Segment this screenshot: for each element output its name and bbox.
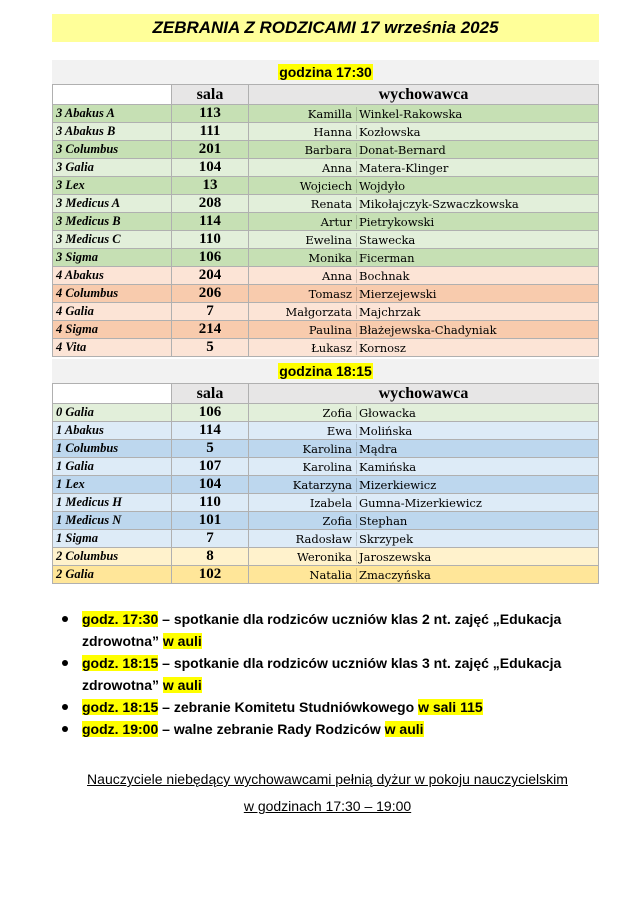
class-cell: 2 Columbus — [53, 548, 172, 566]
class-cell: 3 Medicus B — [53, 213, 172, 231]
class-cell: 3 Columbus — [53, 141, 172, 159]
table-row — [53, 404, 599, 422]
room-cell: 8 — [172, 548, 249, 566]
teacher-cell — [249, 177, 599, 195]
class-cell: 4 Sigma — [53, 321, 172, 339]
room-cell: 104 — [172, 476, 249, 494]
footer-line-1: Nauczyciele niebędący wychowawcami pełnią dyżur w pokoju nauczycielskim — [87, 771, 568, 787]
note-time: godz. 19:00 — [82, 721, 159, 737]
teacher-first-name: Małgorzata — [285, 304, 352, 319]
teacher-first-name: Anna — [322, 268, 352, 283]
room-cell: 7 — [172, 530, 249, 548]
note-place: w sali 115 — [418, 699, 483, 715]
note-item — [62, 696, 602, 718]
teacher-cell — [249, 303, 599, 321]
note-place: w auli — [384, 721, 424, 737]
teacher-last-name: Molińska — [356, 424, 412, 438]
teacher-cell — [249, 105, 599, 123]
table-row — [53, 339, 599, 357]
teacher-last-name: Winkel-Rakowska — [356, 107, 462, 121]
room-cell: 104 — [172, 159, 249, 177]
room-cell: 208 — [172, 195, 249, 213]
bullet-icon — [62, 704, 68, 710]
table-row — [53, 440, 599, 458]
session-block-1730 — [52, 60, 599, 357]
class-cell: 0 Galia — [53, 404, 172, 422]
class-cell: 1 Columbus — [53, 440, 172, 458]
teacher-last-name: Błażejewska-Chadyniak — [356, 323, 497, 337]
room-cell: 206 — [172, 285, 249, 303]
teacher-cell — [249, 195, 599, 213]
room-cell: 13 — [172, 177, 249, 195]
table-row — [53, 321, 599, 339]
class-cell: 1 Abakus — [53, 422, 172, 440]
teacher-first-name: Renata — [310, 196, 352, 211]
table-row — [53, 249, 599, 267]
teacher-last-name: Donat-Bernard — [356, 143, 446, 157]
table-row — [53, 494, 599, 512]
column-header-teacher: wychowawca — [249, 384, 599, 404]
teacher-first-name: Wojciech — [299, 178, 352, 193]
teacher-first-name: Tomasz — [308, 286, 352, 301]
class-cell: 1 Sigma — [53, 530, 172, 548]
note-item — [62, 718, 602, 740]
room-cell: 107 — [172, 458, 249, 476]
table-row — [53, 141, 599, 159]
column-header-room: sala — [172, 85, 249, 105]
table-row — [53, 548, 599, 566]
room-cell: 114 — [172, 213, 249, 231]
class-cell: 1 Galia — [53, 458, 172, 476]
teacher-last-name: Stawecka — [356, 233, 415, 247]
teacher-cell — [249, 141, 599, 159]
teacher-cell — [249, 339, 599, 357]
teacher-last-name: Matera-Klinger — [356, 161, 448, 175]
room-cell: 106 — [172, 249, 249, 267]
teacher-last-name: Mizerkiewicz — [356, 478, 436, 492]
teacher-last-name: Majchrzak — [356, 305, 420, 319]
table-row — [53, 195, 599, 213]
teacher-first-name: Monika — [308, 250, 352, 265]
teacher-first-name: Paulina — [308, 322, 352, 337]
note-item — [62, 652, 602, 696]
room-cell: 113 — [172, 105, 249, 123]
teacher-first-name: Izabela — [309, 495, 352, 510]
note-time: godz. 18:15 — [82, 655, 159, 671]
teacher-last-name: Zmaczyńska — [356, 568, 431, 582]
class-cell: 1 Lex — [53, 476, 172, 494]
column-header-room: sala — [172, 384, 249, 404]
class-cell: 1 Medicus H — [53, 494, 172, 512]
class-cell: 1 Medicus N — [53, 512, 172, 530]
table-row — [53, 303, 599, 321]
teacher-cell — [249, 440, 599, 458]
teacher-first-name: Barbara — [304, 142, 352, 157]
class-cell: 3 Abakus B — [53, 123, 172, 141]
teacher-last-name: Mierzejewski — [356, 287, 436, 301]
class-cell: 4 Abakus — [53, 267, 172, 285]
note-time: godz. 18:15 — [82, 699, 159, 715]
note-text: – spotkanie dla rodziców uczniów klas 3 nt. zajęć „Edukacja zdrowotna” — [82, 655, 562, 693]
note-item — [62, 608, 602, 652]
table-row — [53, 422, 599, 440]
footer-line-2: w godzinach 17:30 – 19:00 — [243, 798, 412, 814]
teacher-cell — [249, 566, 599, 584]
table-row — [53, 177, 599, 195]
room-cell: 110 — [172, 494, 249, 512]
table-row — [53, 512, 599, 530]
class-cell: 3 Galia — [53, 159, 172, 177]
teacher-last-name: Mikołajczyk-Szwaczkowska — [356, 197, 519, 211]
time-label-text: godzina 18:15 — [279, 363, 372, 379]
teacher-first-name: Artur — [320, 214, 352, 229]
class-cell: 3 Lex — [53, 177, 172, 195]
teacher-last-name: Bochnak — [356, 269, 409, 283]
teacher-first-name: Natalia — [309, 567, 352, 582]
teacher-cell — [249, 285, 599, 303]
teacher-cell — [249, 159, 599, 177]
room-cell: 101 — [172, 512, 249, 530]
session-time-label — [52, 60, 599, 84]
class-cell: 4 Columbus — [53, 285, 172, 303]
class-cell: 4 Galia — [53, 303, 172, 321]
table-row — [53, 476, 599, 494]
teacher-cell — [249, 530, 599, 548]
teacher-cell — [249, 123, 599, 141]
table-row — [53, 285, 599, 303]
teacher-first-name: Karolina — [302, 441, 352, 456]
note-place: w auli — [162, 633, 202, 649]
teacher-first-name: Radosław — [295, 531, 352, 546]
teacher-first-name: Katarzyna — [292, 477, 352, 492]
teacher-cell — [249, 458, 599, 476]
room-cell: 204 — [172, 267, 249, 285]
teacher-last-name: Kamińska — [356, 460, 416, 474]
teacher-first-name: Anna — [322, 160, 352, 175]
table-row — [53, 231, 599, 249]
note-time: godz. 17:30 — [82, 611, 159, 627]
session-block-1815 — [52, 359, 599, 584]
room-cell: 7 — [172, 303, 249, 321]
teacher-first-name: Ewelina — [305, 232, 352, 247]
teacher-last-name: Wojdyło — [356, 179, 405, 193]
teacher-cell — [249, 213, 599, 231]
teacher-cell — [249, 494, 599, 512]
teacher-cell — [249, 321, 599, 339]
class-cell: 3 Medicus A — [53, 195, 172, 213]
table-row — [53, 267, 599, 285]
teacher-first-name: Weronika — [296, 549, 352, 564]
session-table — [52, 383, 599, 584]
class-cell: 4 Vita — [53, 339, 172, 357]
bullet-icon — [62, 616, 68, 622]
table-row — [53, 123, 599, 141]
teacher-last-name: Stephan — [356, 514, 407, 528]
table-row — [53, 530, 599, 548]
class-cell: 3 Medicus C — [53, 231, 172, 249]
teacher-cell — [249, 267, 599, 285]
table-row — [53, 566, 599, 584]
teacher-cell — [249, 476, 599, 494]
teacher-first-name: Łukasz — [311, 340, 352, 355]
room-cell: 106 — [172, 404, 249, 422]
teacher-last-name: Gumna-Mizerkiewicz — [356, 496, 482, 510]
table-row — [53, 213, 599, 231]
note-text: – walne zebranie Rady Rodziców — [158, 721, 385, 737]
teacher-cell — [249, 512, 599, 530]
note-text: – spotkanie dla rodziców uczniów klas 2 nt. zajęć „Edukacja zdrowotna” — [82, 611, 562, 649]
teacher-cell — [249, 404, 599, 422]
time-label-text: godzina 17:30 — [279, 64, 372, 80]
table-row — [53, 105, 599, 123]
room-cell: 102 — [172, 566, 249, 584]
teacher-first-name: Ewa — [326, 423, 352, 438]
class-cell: 2 Galia — [53, 566, 172, 584]
teacher-cell — [249, 231, 599, 249]
class-cell: 3 Abakus A — [53, 105, 172, 123]
column-header-teacher: wychowawca — [249, 85, 599, 105]
room-cell: 110 — [172, 231, 249, 249]
table-row — [53, 458, 599, 476]
room-cell: 214 — [172, 321, 249, 339]
teacher-first-name: Hanna — [313, 124, 352, 139]
room-cell: 5 — [172, 440, 249, 458]
room-cell: 111 — [172, 123, 249, 141]
teacher-last-name: Mądra — [356, 442, 397, 456]
teacher-last-name: Jaroszewska — [356, 550, 431, 564]
bullet-icon — [62, 660, 68, 666]
teacher-cell — [249, 249, 599, 267]
session-time-label — [52, 359, 599, 383]
teacher-last-name: Kozłowska — [356, 125, 421, 139]
room-cell: 201 — [172, 141, 249, 159]
page-title: ZEBRANIA Z RODZICAMI 17 września 2025 — [52, 14, 599, 42]
notes-list — [62, 608, 602, 740]
teacher-cell — [249, 422, 599, 440]
column-header-class — [53, 85, 172, 105]
teacher-last-name: Kornosz — [356, 341, 406, 355]
teacher-first-name: Zofia — [322, 513, 352, 528]
teacher-cell — [249, 548, 599, 566]
note-text: – zebranie Komitetu Studniówkowego — [158, 699, 419, 715]
column-header-class — [53, 384, 172, 404]
teacher-first-name: Karolina — [302, 459, 352, 474]
teacher-last-name: Pietrykowski — [356, 215, 434, 229]
note-place: w auli — [162, 677, 202, 693]
footer-note — [40, 766, 615, 820]
bullet-icon — [62, 726, 68, 732]
room-cell: 114 — [172, 422, 249, 440]
class-cell: 3 Sigma — [53, 249, 172, 267]
table-row — [53, 159, 599, 177]
room-cell: 5 — [172, 339, 249, 357]
teacher-last-name: Głowacka — [356, 406, 416, 420]
session-table — [52, 84, 599, 357]
teacher-first-name: Zofia — [322, 405, 352, 420]
teacher-first-name: Kamilla — [307, 106, 352, 121]
teacher-last-name: Skrzypek — [356, 532, 413, 546]
teacher-last-name: Ficerman — [356, 251, 415, 265]
